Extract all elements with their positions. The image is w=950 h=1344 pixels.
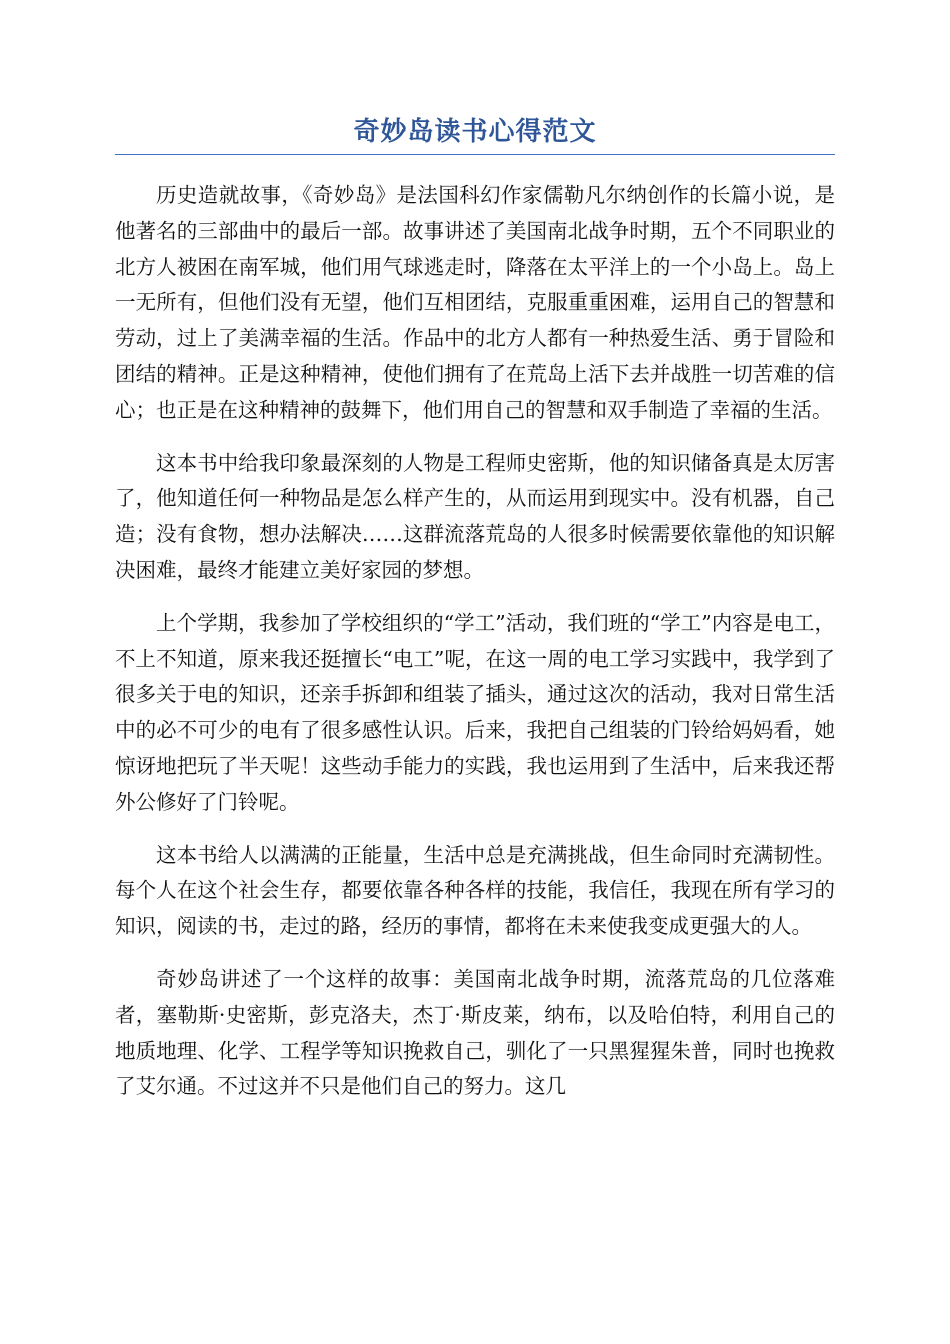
paragraph: 这本书中给我印象最深刻的人物是工程师史密斯，他的知识储备真是太厉害了，他知道任何一种物品是怎么样产生的，从而运用到现实中。没有机器，自己造；没有食物，想办法解决……这群流落荒岛的人很多时候需要依靠他的知识解决困难，最终才能建立美好家园的梦想。 xyxy=(115,450,835,582)
paragraph: 历史造就故事，《奇妙岛》是法国科幻作家儒勒凡尔纳创作的长篇小说，是他著名的三部曲中的最后一部。故事讲述了美国南北战争时期，五个不同职业的北方人被困在南军城，他们用气球逃走时，降落在太平洋上的一个小岛上。岛上一无所有，但他们没有无望，他们互相团结，克服重重困难，运用自己的智慧和劳动，过上了美满幸福的生活。作品中的北方人都有一种热爱生活、勇于冒险和团结的精神。正是这种精神，使他们拥有了在荒岛上活下去并战胜一切苦难的信心；也正是在这种精神的鼓舞下，他们用自己的智慧和双手制造了幸福的生活。 xyxy=(115,183,835,422)
paragraph: 这本书给人以满满的正能量，生活中总是充满挑战，但生命同时充满韧性。每个人在这个社会生存，都要依靠各种各样的技能，我信任，我现在所有学习的知识，阅读的书，走过的路，经历的事情，都将在未来使我变成更强大的人。 xyxy=(115,842,835,939)
paragraph: 奇妙岛讲述了一个这样的故事：美国南北战争时期，流落荒岛的几位落难者，塞勒斯·史密斯，彭克洛夫，杰丁·斯皮莱，纳布，以及哈伯特，利用自己的地质地理、化学、工程学等知识挽救自己，驯化了一只黑猩猩朱普，同时也挽救了艾尔通。不过这并不只是他们自己的努力。这几 xyxy=(115,966,835,1099)
paragraph: 上个学期，我参加了学校组织的“学工”活动，我们班的“学工”内容是电工，不上不知道，原来我还挺擅长“电工”呢，在这一周的电工学习实践中，我学到了很多关于电的知识，还亲手拆卸和组装了插头，通过这次的活动，我对日常生活中的必不可少的电有了很多感性认识。后来，我把自己组装的门铃给妈妈看，她惊讶地把玩了半天呢！这些动手能力的实践，我也运用到了生活中，后来我还帮外公修好了门铃呢。 xyxy=(115,610,835,814)
document-title: 奇妙岛读书心得范文 xyxy=(353,117,597,147)
document-body xyxy=(115,178,835,1122)
title-underline xyxy=(115,154,835,155)
